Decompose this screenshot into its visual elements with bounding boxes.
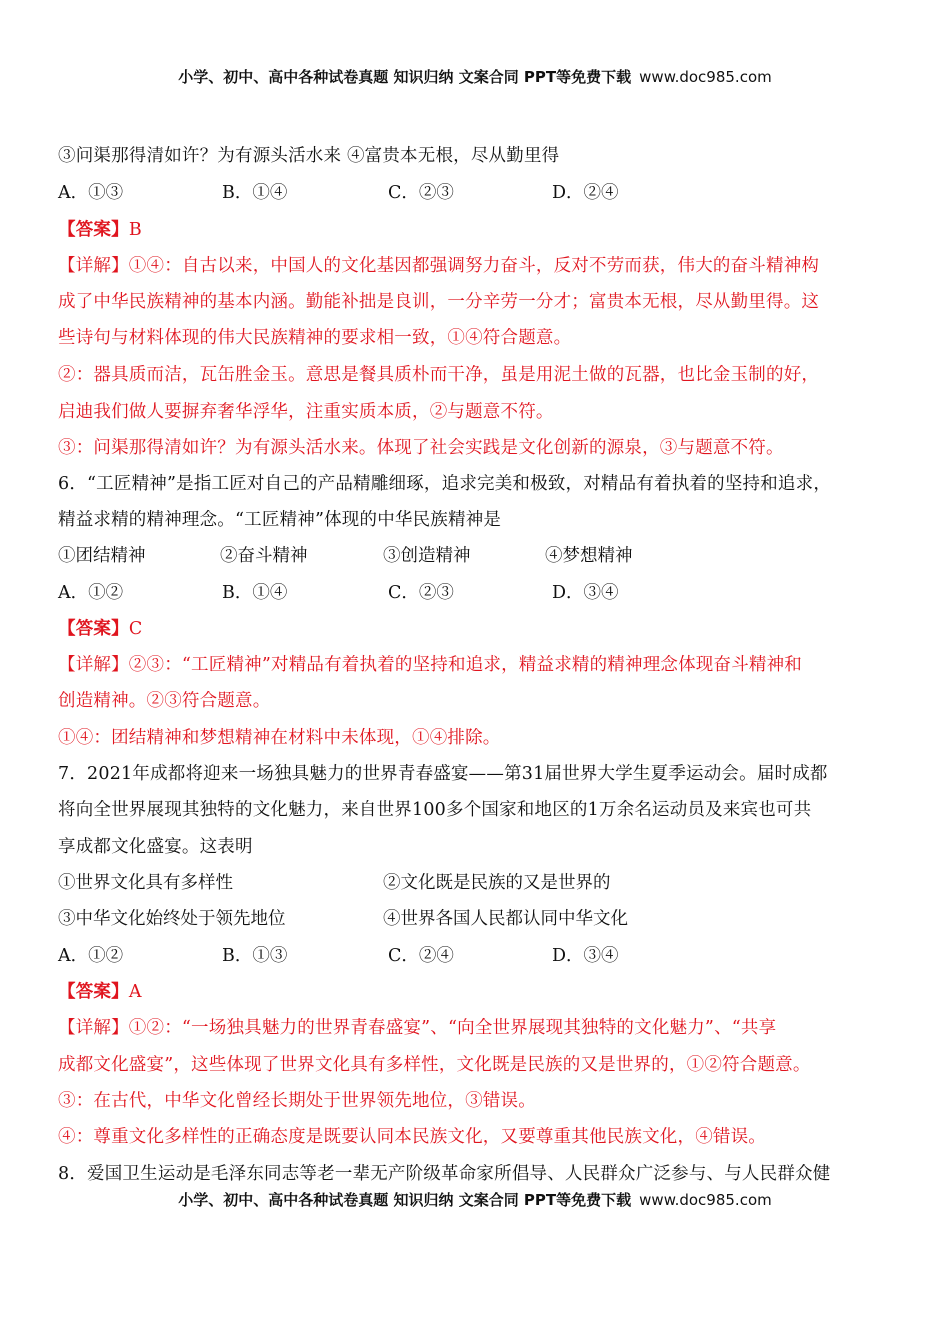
q5-answer-label: 【答案】: [58, 220, 129, 240]
q7-detail-line-3: ③：在古代，中华文化曾经长期处于世界领先地位，③错误。: [58, 1091, 536, 1111]
q5-option-a: A．①③: [58, 183, 124, 203]
q7-item-3: ③中华文化始终处于领先地位: [58, 909, 286, 929]
footer-banner-text: 小学、初中、高中各种试卷真题 知识归纳 文案合同 PPT等免费下载: [178, 1191, 632, 1209]
q6-detail-line-1: 【详解】②③：“工匠精神”对精品有着执着的坚持和追求，精益求精的精神理念体现奋斗精神和: [58, 655, 802, 675]
q5-items-line: ③问渠那得清如许？为有源头活水来 ④富贵本无根，尽从勤里得: [58, 146, 560, 166]
q7-stem-line-3: 享成都文化盛宴。这表明: [58, 837, 253, 857]
q6-answer-label: 【答案】: [58, 619, 129, 639]
q8-stem-line-1: 8．爱国卫生运动是毛泽东同志等老一辈无产阶级革命家所倡导、人民群众广泛参与、与人民群众健: [58, 1164, 831, 1184]
q5-detail-line-1: 【详解】①④：自古以来，中国人的文化基因都强调努力奋斗，反对不劳而获，伟大的奋斗精神构: [58, 256, 820, 276]
q7-answer-label: 【答案】: [58, 982, 129, 1002]
q6-option-a: A．①②: [58, 583, 124, 603]
q5-answer: [58, 218, 142, 242]
q7-stem-line-1: 7．2021年成都将迎来一场独具魅力的世界青春盛宴——第31届世界大学生夏季运动会。届时成都: [58, 764, 828, 784]
q5-detail-line-2: 成了中华民族精神的基本内涵。勤能补拙是良训，一分辛劳一分才；富贵本无根，尽从勤里得。这: [58, 292, 820, 312]
q7-item-2: ②文化既是民族的又是世界的: [383, 873, 611, 893]
q6-option-b: B．①④: [222, 583, 288, 603]
q6-answer: [58, 617, 142, 641]
q7-option-d: D．③④: [552, 946, 619, 966]
q7-option-a: A．①②: [58, 946, 124, 966]
q7-detail-line-4: ④：尊重文化多样性的正确态度是既要认同本民族文化，又要尊重其他民族文化，④错误。: [58, 1127, 766, 1147]
q7-answer: [58, 980, 142, 1004]
q7-option-b: B．①③: [222, 946, 288, 966]
q5-detail-line-4: ②：器具质而洁，瓦缶胜金玉。意思是餐具质朴而干净，虽是用泥土做的瓦器，也比金玉制的好，: [58, 365, 820, 385]
q7-detail-line-2: 成都文化盛宴”，这些体现了世界文化具有多样性，文化既是民族的又是世界的，①②符合题意。: [58, 1055, 811, 1075]
q6-option-d: D．③④: [552, 583, 619, 603]
q6-stem-line-2: 精益求精的精神理念。“工匠精神”体现的中华民族精神是: [58, 510, 502, 530]
q6-item-4: ④梦想精神: [545, 546, 633, 566]
footer-banner: [0, 1189, 950, 1210]
q6-item-2: ②奋斗精神: [220, 546, 308, 566]
q6-answer-value: C: [128, 619, 143, 639]
q7-stem-line-2: 将向全世界展现其独特的文化魅力，来自世界100多个国家和地区的1万余名运动员及来宾也可共: [58, 800, 812, 820]
q6-option-c: C．②③: [388, 583, 454, 603]
q5-detail-line-6: ③：问渠那得清如许？为有源头活水来。体现了社会实践是文化创新的源泉，③与题意不符。: [58, 438, 784, 458]
q5-option-d: D．②④: [552, 183, 619, 203]
footer-url[interactable]: www.doc985.com: [639, 1191, 772, 1209]
q5-answer-value: B: [128, 220, 142, 240]
q5-detail-line-5: 启迪我们做人要摒弃奢华浮华，注重实质本质，②与题意不符。: [58, 402, 554, 422]
q7-option-c: C．②④: [388, 946, 454, 966]
q7-item-4: ④世界各国人民都认同中华文化: [383, 909, 628, 929]
q6-item-1: ①团结精神: [58, 546, 146, 566]
header-banner-text: 小学、初中、高中各种试卷真题 知识归纳 文案合同 PPT等免费下载: [178, 68, 632, 86]
header-url[interactable]: www.doc985.com: [639, 68, 772, 86]
q5-detail-line-3: 些诗句与材料体现的伟大民族精神的要求相一致，①④符合题意。: [58, 328, 572, 348]
q5-option-b: B．①④: [222, 183, 288, 203]
q5-option-c: C．②③: [388, 183, 454, 203]
q7-detail-line-1: 【详解】①②：“一场独具魅力的世界青春盛宴”、“向全世界展现其独特的文化魅力”、“共享: [58, 1018, 777, 1038]
q6-item-3: ③创造精神: [383, 546, 471, 566]
q7-item-1: ①世界文化具有多样性: [58, 873, 233, 893]
q6-detail-line-2: 创造精神。②③符合题意。: [58, 691, 271, 711]
header-banner: [0, 66, 950, 87]
q7-answer-value: A: [128, 982, 142, 1002]
q6-stem-line-1: 6．“工匠精神”是指工匠对自己的产品精雕细琢，追求完美和极致，对精品有着执着的坚持和追求，: [58, 474, 832, 494]
q6-detail-line-3: ①④：团结精神和梦想精神在材料中未体现，①④排除。: [58, 728, 501, 748]
